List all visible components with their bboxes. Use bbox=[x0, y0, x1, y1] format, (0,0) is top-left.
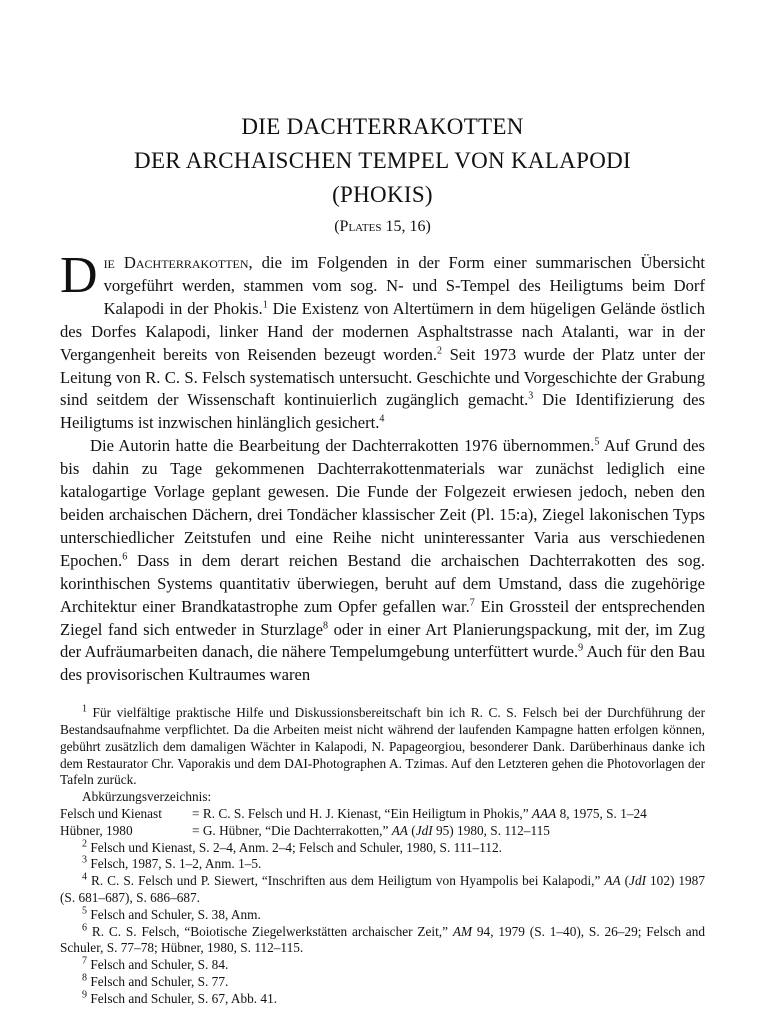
footnote-ref[interactable]: 9 bbox=[578, 642, 584, 654]
footnote-4 bbox=[60, 873, 705, 907]
journal-abbrev: AA bbox=[604, 873, 621, 889]
footnote-number: 1 bbox=[82, 703, 87, 715]
article-title bbox=[60, 110, 705, 212]
footnote-number: 9 bbox=[82, 989, 87, 1001]
text-run: 102) 1987 (S. 681–687), S. 686–687. bbox=[60, 873, 705, 905]
text-run: Seit 1973 wurde der Platz unter der Leitung von R. C. S. Felsch systematisch untersucht. Geschichte und Vorgeschichte der Grabung sind seitdem der Wissenschaft kontinuierlich zugänglich gemacht. bbox=[60, 344, 705, 410]
abbreviation-value bbox=[192, 806, 705, 823]
text-run: Die Existenz von Altertümern in dem hügeligen Gelände östlich des Dorfes Kalapodi, linker Hand der modernen Asphaltstrasse nach Atalanti, war in der Vergangenheit bereits von Reisenden bezeugt worden. bbox=[60, 298, 706, 364]
footnote-ref[interactable]: 8 bbox=[323, 619, 329, 631]
footnote-number: 8 bbox=[82, 972, 87, 984]
text-run: Ein Grossteil der entsprechenden Ziegel fand sich entweder in Sturzlage bbox=[60, 596, 706, 639]
footnote-text: Felsch und Kienast, S. 2–4, Anm. 2–4; Felsch and Schuler, 1980, S. 111–112. bbox=[90, 839, 502, 855]
footnote-2 bbox=[60, 840, 705, 857]
footnote-text: R. C. S. Felsch, “Boiotische Ziegelwerkstätten archaischer Zeit,” bbox=[91, 923, 453, 939]
footnote-6 bbox=[60, 924, 705, 958]
abbreviation-key: Felsch und Kienast bbox=[60, 806, 162, 821]
text-run: Die Autorin hatte die Bearbeitung der Dachterrakotten 1976 übernommen. bbox=[90, 436, 595, 456]
journal-abbrev: AM bbox=[452, 923, 473, 939]
abbreviation-row bbox=[60, 806, 705, 823]
text-run: oder in einer Art Planierungspackung, mit der, im Zug der Aufräumarbeiten danach, die nähere Tempelumgebung unterfüttert wurde. bbox=[60, 619, 705, 662]
text-run: 95) 1980, S. 112–115 bbox=[432, 822, 550, 838]
footnote-3 bbox=[60, 856, 705, 873]
footnote-text: Felsch and Schuler, S. 38, Anm. bbox=[90, 906, 261, 922]
text-run: ( bbox=[620, 873, 630, 889]
abbreviations-heading: Abkürzungsverzeichnis: bbox=[82, 789, 212, 805]
abbreviation-value bbox=[192, 823, 705, 840]
title-line-1: DIE DACHTERRAKOTTEN bbox=[241, 114, 524, 139]
footnote-number: 5 bbox=[82, 905, 87, 917]
text-run: 8, 1975, S. 1–24 bbox=[556, 806, 647, 821]
footnote-text: Felsch and Schuler, S. 67, Abb. 41. bbox=[90, 990, 278, 1006]
footnote-8 bbox=[60, 974, 705, 991]
footnote-ref[interactable]: 1 bbox=[262, 299, 268, 311]
text-run: = G. Hübner, “Die Dachterrakotten,” bbox=[192, 822, 392, 838]
journal-abbrev: AA bbox=[391, 822, 408, 838]
footnote-number: 4 bbox=[82, 871, 87, 883]
footnote-ref[interactable]: 7 bbox=[469, 597, 475, 609]
footnote-ref[interactable]: 6 bbox=[122, 551, 128, 563]
footnote-7 bbox=[60, 957, 705, 974]
journal-abbrev: JdI bbox=[415, 822, 433, 838]
text-run: Die Identifizierung des Heiligtums ist inzwischen hinlänglich gesichert. bbox=[60, 390, 705, 433]
page bbox=[60, 110, 705, 1008]
footnote-text: Für vielfältige praktische Hilfe und Diskussionsbereitschaft bin ich R. C. S. Felsch bei der Durchführung der Bestandsaufnahme verpflichtet. Da die Arbeiten meist nicht während der laufenden Kampagne hatten erfolgen können, gebührt zusätzlich dem damaligen Wächter in Kalapodi, N. Papageorgiou, besonderer Dank. Darüberhinaus danke ich dem Restaurator Chr. Vaporakis und dem DAI-Photographen A. Tzimas. Auf den Letzteren gehen die Photovorlagen der Tafeln zurück. bbox=[60, 705, 705, 788]
footnote-9 bbox=[60, 991, 705, 1008]
footnote-text: Felsch and Schuler, S. 84. bbox=[90, 957, 229, 973]
footnote-ref[interactable]: 2 bbox=[437, 345, 443, 357]
plates-open: ( bbox=[334, 218, 340, 235]
footnote-number: 6 bbox=[82, 922, 87, 934]
title-line-3: (PHOKIS) bbox=[332, 182, 433, 207]
plates-numbers: 15, 16) bbox=[381, 218, 431, 235]
text-run: ( bbox=[407, 822, 416, 838]
footnote-ref[interactable]: 5 bbox=[594, 436, 600, 448]
text-run: Auf Grund des bis dahin zu Tage gekommenen Dachterrakottenmaterials war zunächst lediglich eine katalogartige Vorlage geplant gewesen. Die Funde der Folgezeit erwiesen jedoch, neben den beiden archaischen Dächern, drei Tondächer klassischer Zeit (Pl. 15:a), Ziegel lakonischen Typs unterschiedlicher Zeitstufen und eine Reihe nicht uninteressanter Varia aus verschiedenen Epochen. bbox=[60, 436, 705, 570]
footnote-number: 3 bbox=[82, 854, 87, 866]
abbreviation-row bbox=[60, 823, 705, 840]
footnote-1 bbox=[60, 705, 705, 789]
title-line-2: DER ARCHAISCHEN TEMPEL VON KALAPODI bbox=[134, 148, 631, 173]
drop-cap: D bbox=[60, 247, 98, 304]
footnote-text: Felsch and Schuler, S. 77. bbox=[90, 973, 229, 989]
text-run: = R. C. S. Felsch und H. J. Kienast, “Ein Heiligtum in Phokis,” bbox=[192, 806, 532, 821]
text-run: Auch für den Bau des provisorischen Kultraumes waren bbox=[60, 642, 705, 685]
footnotes bbox=[60, 705, 705, 1007]
footnote-ref[interactable]: 3 bbox=[528, 390, 534, 402]
paragraph-2 bbox=[60, 435, 705, 687]
body-text bbox=[60, 247, 706, 687]
abbreviation-key: Hübner, 1980 bbox=[60, 822, 133, 838]
text-run: 94, 1979 (S. 1–40), S. 26–29; Felsch and Schuler, S. 77–78; Hübner, 1980, S. 112–115. bbox=[60, 923, 706, 956]
journal-abbrev: AAA bbox=[531, 806, 557, 821]
plates-word: Plates bbox=[339, 218, 382, 235]
footnote-text: R. C. S. Felsch und P. Siewert, “Inschriften aus dem Heiligtum von Hyampolis bei Kalapodi,” bbox=[91, 873, 605, 889]
footnote-number: 2 bbox=[82, 838, 87, 850]
plates-reference bbox=[60, 218, 705, 236]
footnote-5 bbox=[60, 907, 705, 924]
footnote-ref[interactable]: 4 bbox=[379, 413, 385, 425]
journal-abbrev: JdI bbox=[629, 873, 647, 889]
footnote-text: Felsch, 1987, S. 1–2, Anm. 1–5. bbox=[90, 856, 262, 872]
footnote-number: 7 bbox=[82, 955, 87, 967]
text-run: Dass in dem derart reichen Bestand die archaischen Dachterrakotten des sog. korinthischen Systems quantitativ überwiegen, beruht auf dem Umstand, dass die zugehörige Architektur einer Brandkatastrophe zum Opfer gefallen war. bbox=[60, 550, 705, 616]
paragraph-1 bbox=[60, 247, 706, 435]
text-run: , die im Folgenden in der Form einer summarischen Übersicht vorgeführt werden, stammen vom sog. N- und S-Tempel des Heiligtums beim Dorf Kalapodi in der Phokis. bbox=[103, 253, 705, 318]
lead-caps: ie Dachterrakotten bbox=[103, 253, 249, 272]
